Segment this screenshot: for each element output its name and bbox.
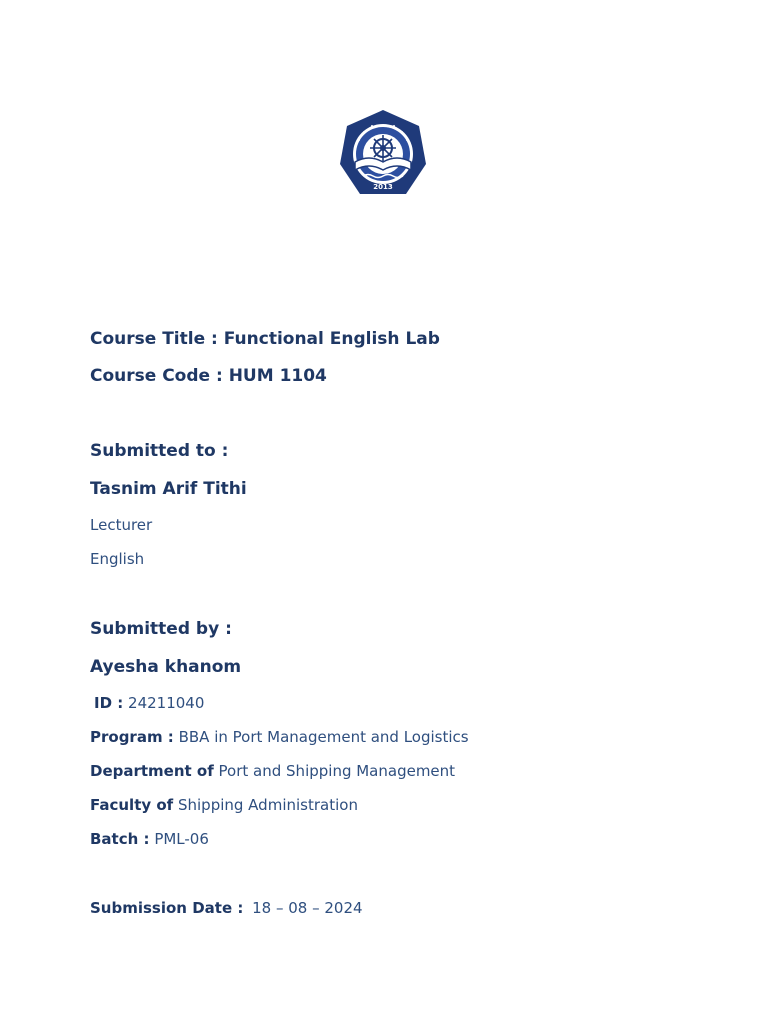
course-title-row (90, 329, 440, 349)
program-row (90, 728, 469, 746)
university-logo (322, 96, 444, 218)
submitted-to-designation: Lecturer (90, 516, 153, 534)
batch-value: PML-06 (154, 830, 209, 848)
batch-row (90, 830, 209, 848)
course-title-label: Course Title : (90, 329, 218, 349)
department-value: Port and Shipping Management (218, 762, 456, 780)
department-label: Department of (90, 762, 214, 780)
submitted-to-heading: Submitted to : (90, 441, 229, 461)
university-seal-icon (322, 96, 444, 218)
department-row (90, 762, 455, 780)
faculty-label: Faculty of (90, 796, 174, 814)
program-value: BBA in Port Management and Logistics (178, 728, 469, 746)
submission-date-value: 18 – 08 – 2024 (252, 899, 363, 917)
student-id-value: 24211040 (128, 694, 205, 712)
student-id-row (94, 694, 204, 712)
faculty-value: Shipping Administration (177, 796, 358, 814)
submitted-to-name: Tasnim Arif Tithi (90, 479, 247, 499)
submitted-by-heading: Submitted by : (90, 619, 232, 639)
submitted-by-name: Ayesha khanom (90, 657, 242, 677)
submitted-to-subject: English (90, 550, 145, 568)
course-code-value: HUM 1104 (228, 366, 327, 386)
faculty-row (90, 796, 358, 814)
course-title-value: Functional English Lab (223, 329, 440, 349)
course-code-label: Course Code : (90, 366, 223, 386)
course-code-row (90, 366, 327, 386)
submission-date-row (90, 899, 363, 917)
svg-text:2013: 2013 (373, 183, 393, 191)
student-id-label: ID : (94, 694, 124, 712)
program-label: Program : (90, 728, 174, 746)
batch-label: Batch : (90, 830, 150, 848)
submission-date-label: Submission Date : (90, 899, 244, 917)
